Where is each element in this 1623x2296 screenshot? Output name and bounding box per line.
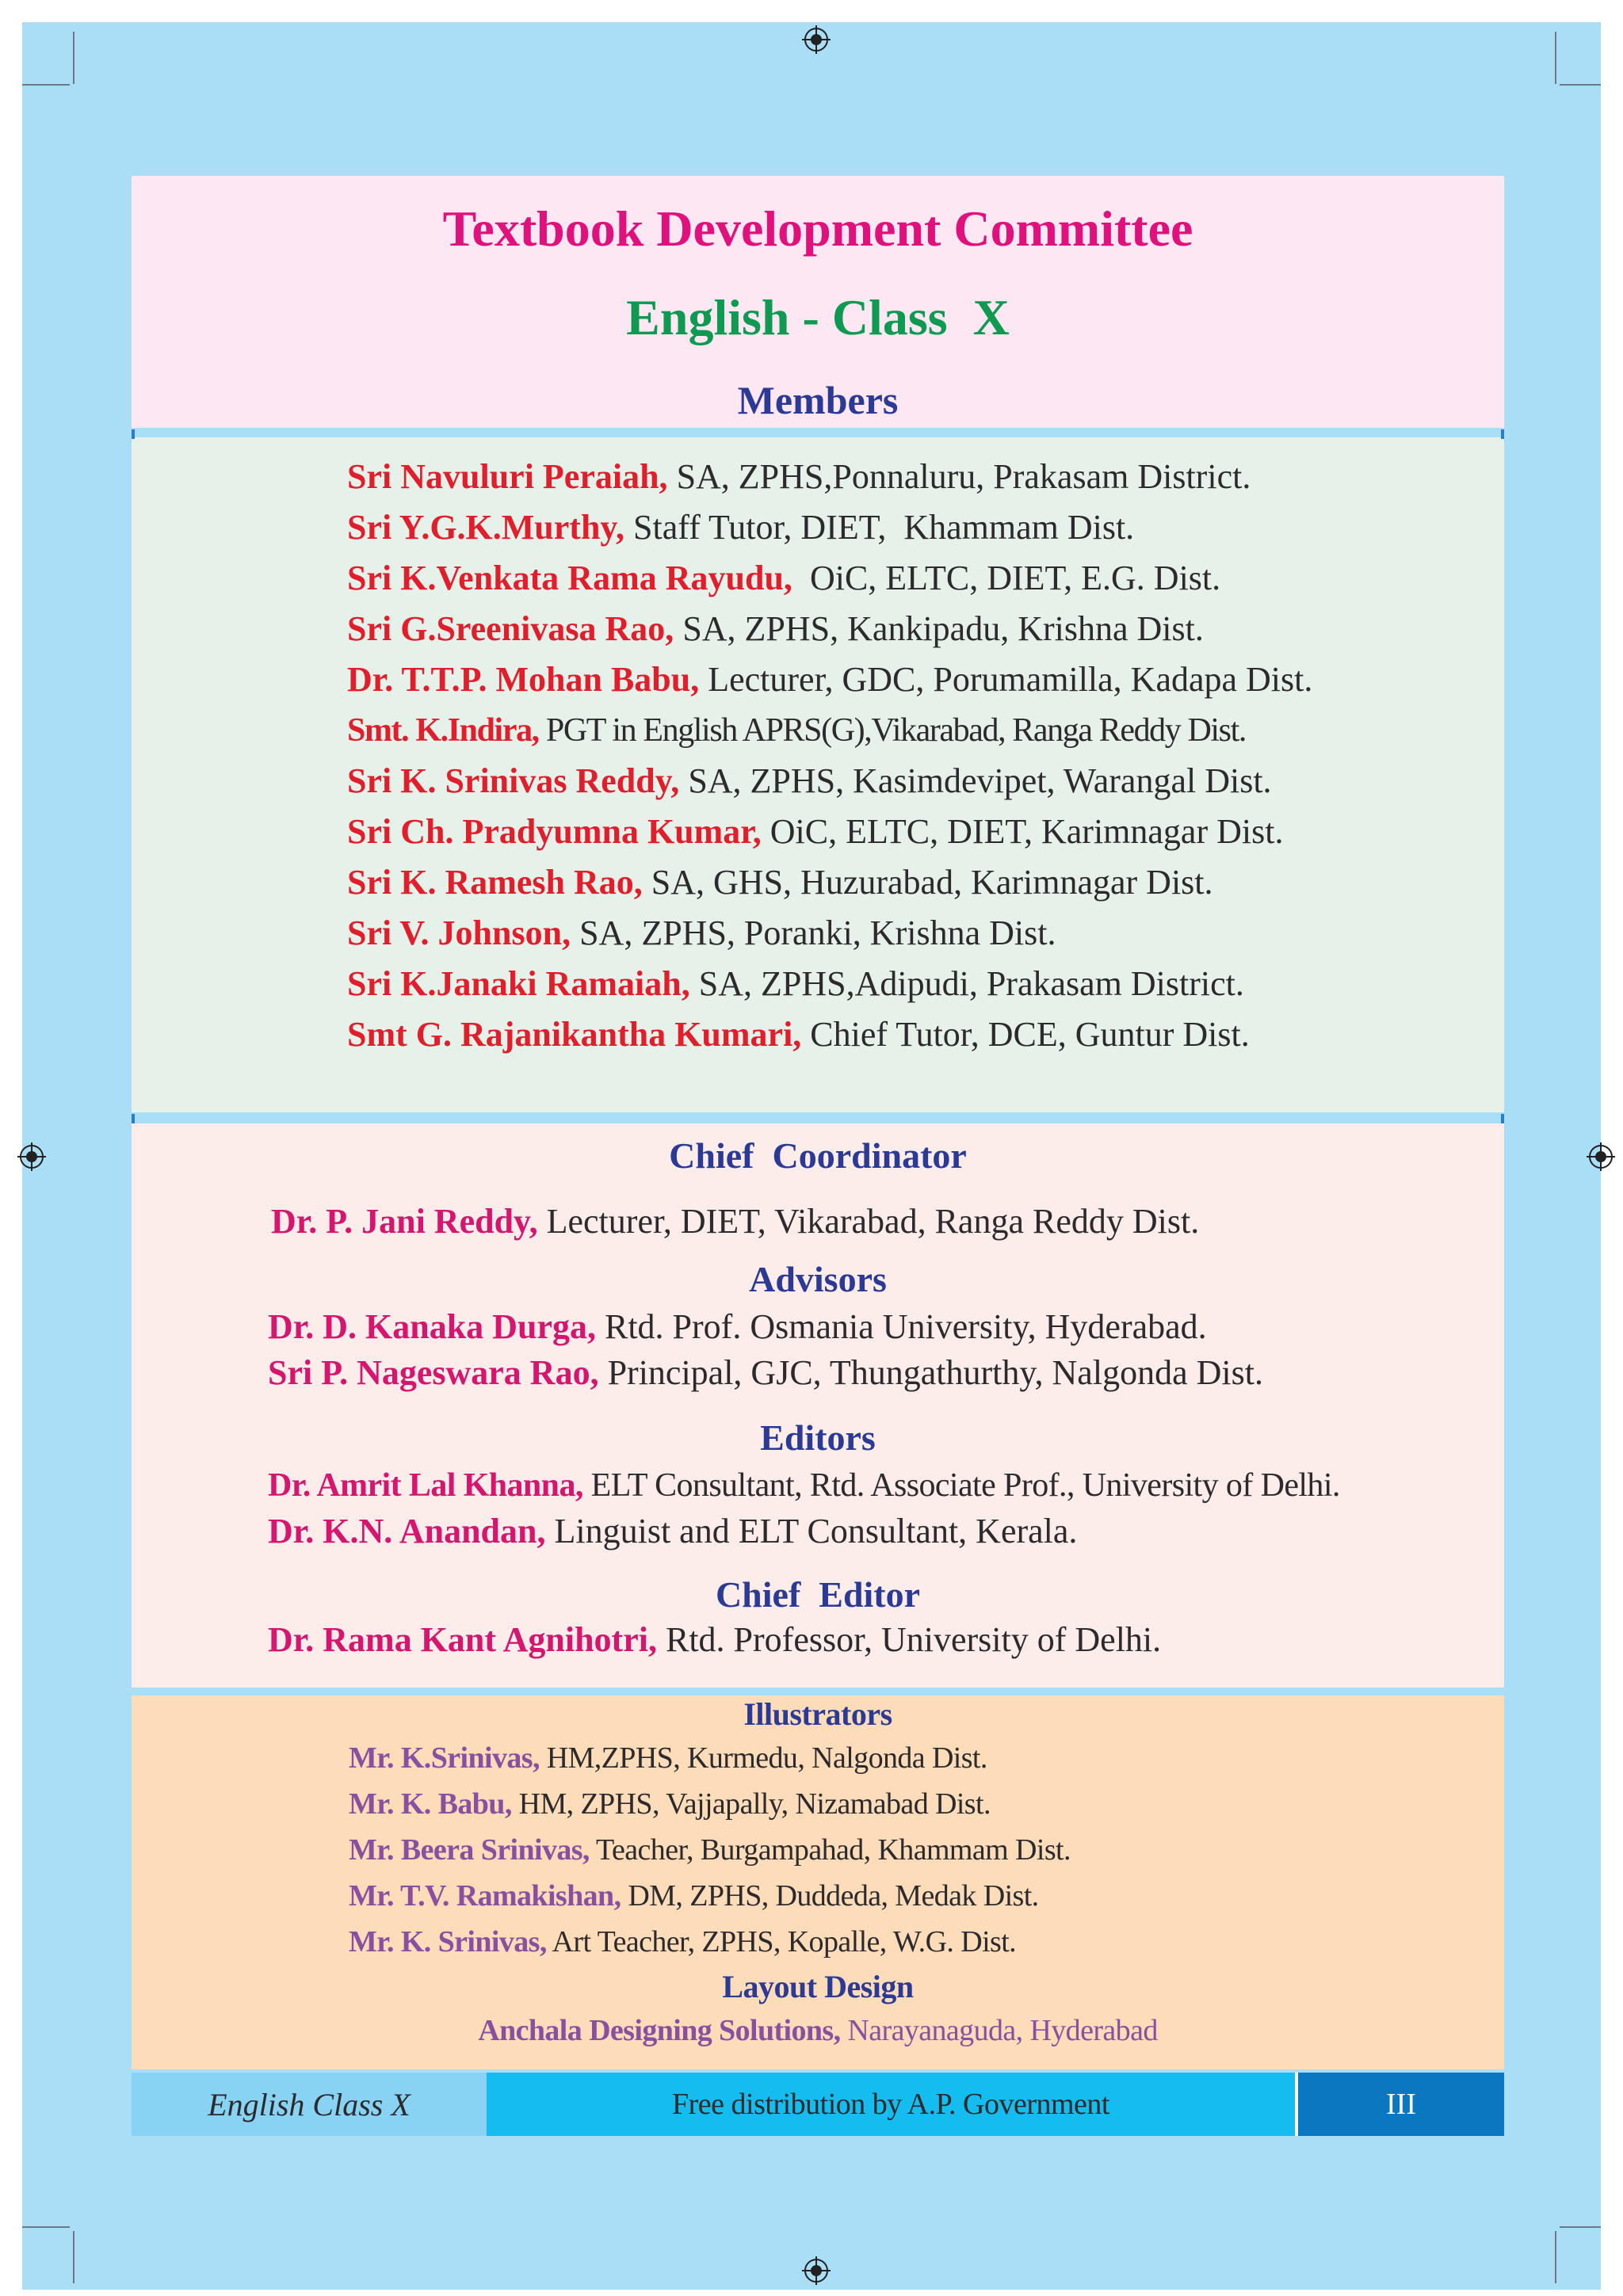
list-item: Sri P. Nageswara Rao, Principal, GJC, Thungathurthy, Nalgonda Dist.: [268, 1353, 1263, 1392]
layout-design-credit: Anchala Designing Solutions, Narayanaguda, Hyderabad: [478, 2014, 1158, 2047]
list-item: Sri V. Johnson, SA, ZPHS, Poranki, Krishna Dist.: [347, 913, 1056, 952]
editors-list: [268, 1463, 1340, 1554]
members-panel: [132, 437, 1504, 1112]
page-title: Textbook Development Committee: [442, 200, 1193, 257]
list-item: Sri K.Janaki Ramaiah, SA, ZPHS,Adipudi, Prakasam District.: [347, 964, 1244, 1003]
crop-mark-icon: [1560, 2226, 1601, 2228]
crop-mark-icon: [1560, 84, 1601, 86]
crop-mark-icon: [73, 32, 74, 84]
chief-coordinator-heading: Chief Coordinator: [669, 1135, 967, 1176]
footer-distribution-note: Free distribution by A.P. Government: [487, 2073, 1295, 2136]
list-item: Dr. K.N. Anandan, Linguist and ELT Consultant, Kerala.: [268, 1512, 1078, 1550]
advisors-heading: Advisors: [749, 1259, 887, 1299]
list-item: Sri G.Sreenivasa Rao, SA, ZPHS, Kankipadu, Krishna Dist.: [347, 609, 1204, 648]
coordinators-panel: [132, 1123, 1504, 1688]
registration-mark-icon: [800, 2255, 832, 2286]
list-item: Mr. K. Srinivas, Art Teacher, ZPHS, Kopalle, W.G. Dist.: [349, 1925, 1017, 1958]
list-item: Smt G. Rajanikantha Kumari, Chief Tutor, DCE, Guntur Dist.: [347, 1015, 1250, 1054]
crop-mark-icon: [1555, 32, 1556, 84]
illustrators-list: [349, 1735, 1071, 1965]
list-item: Sri K. Ramesh Rao, SA, GHS, Huzurabad, Karimnagar Dist.: [347, 863, 1213, 902]
list-item: Dr. T.T.P. Mohan Babu, Lecturer, GDC, Porumamilla, Kadapa Dist.: [347, 660, 1313, 699]
list-item: Smt. K.Indira, PGT in English APRS(G),Vikarabad, Ranga Reddy Dist.: [347, 712, 1246, 749]
illustrators-panel: [132, 1695, 1504, 2069]
list-item: Mr. T.V. Ramakishan, DM, ZPHS, Duddeda, Medak Dist.: [349, 1879, 1039, 1913]
page-footer: [132, 2073, 1504, 2136]
list-item: Sri K. Srinivas Reddy, SA, ZPHS, Kasimdevipet, Warangal Dist.: [347, 761, 1272, 800]
page-subtitle: English - Class X: [626, 289, 1010, 345]
chief-coordinator: Dr. P. Jani Reddy, Lecturer, DIET, Vikarabad, Ranga Reddy Dist.: [271, 1202, 1200, 1241]
crop-mark-icon: [22, 2226, 70, 2228]
list-item: Dr. D. Kanaka Durga, Rtd. Prof. Osmania University, Hyderabad.: [268, 1307, 1207, 1346]
registration-mark-icon: [16, 1141, 48, 1173]
members-list: [347, 452, 1312, 1060]
list-item: Mr. Beera Srinivas, Teacher, Burgampahad, Khammam Dist.: [349, 1833, 1071, 1867]
list-item: Sri Navuluri Peraiah, SA, ZPHS,Ponnaluru, Prakasam District.: [347, 457, 1251, 496]
advisors-list: [268, 1304, 1263, 1396]
editors-heading: Editors: [760, 1417, 876, 1458]
list-item: Mr. K. Babu, HM, ZPHS, Vajjapally, Nizamabad Dist.: [349, 1787, 991, 1821]
list-item: Sri Y.G.K.Murthy, Staff Tutor, DIET, Khammam Dist.: [347, 508, 1135, 547]
chief-editor: Dr. Rama Kant Agnihotri, Rtd. Professor, University of Delhi.: [268, 1620, 1162, 1659]
list-item: Sri K.Venkata Rama Rayudu, OiC, ELTC, DIET, E.G. Dist.: [347, 559, 1221, 597]
crop-mark-icon: [1555, 2231, 1556, 2283]
chief-editor-heading: Chief Editor: [715, 1574, 921, 1615]
members-heading: Members: [737, 378, 899, 422]
crop-mark-icon: [73, 2231, 74, 2283]
list-item: Dr. Amrit Lal Khanna, ELT Consultant, Rtd. Associate Prof., University of Delhi.: [268, 1467, 1340, 1504]
registration-mark-icon: [1585, 1141, 1617, 1173]
title-panel: [132, 176, 1504, 428]
illustrators-heading: Illustrators: [743, 1696, 892, 1732]
list-item: Sri Ch. Pradyumna Kumar, OiC, ELTC, DIET, Karimnagar Dist.: [347, 812, 1284, 851]
crop-mark-icon: [22, 84, 70, 86]
footer-book-title: English Class X: [132, 2073, 487, 2136]
registration-mark-icon: [800, 24, 832, 55]
page-number: III: [1298, 2073, 1504, 2136]
list-item: Mr. K.Srinivas, HM,ZPHS, Kurmedu, Nalgonda Dist.: [349, 1741, 987, 1775]
layout-design-heading: Layout Design: [722, 1969, 914, 2004]
